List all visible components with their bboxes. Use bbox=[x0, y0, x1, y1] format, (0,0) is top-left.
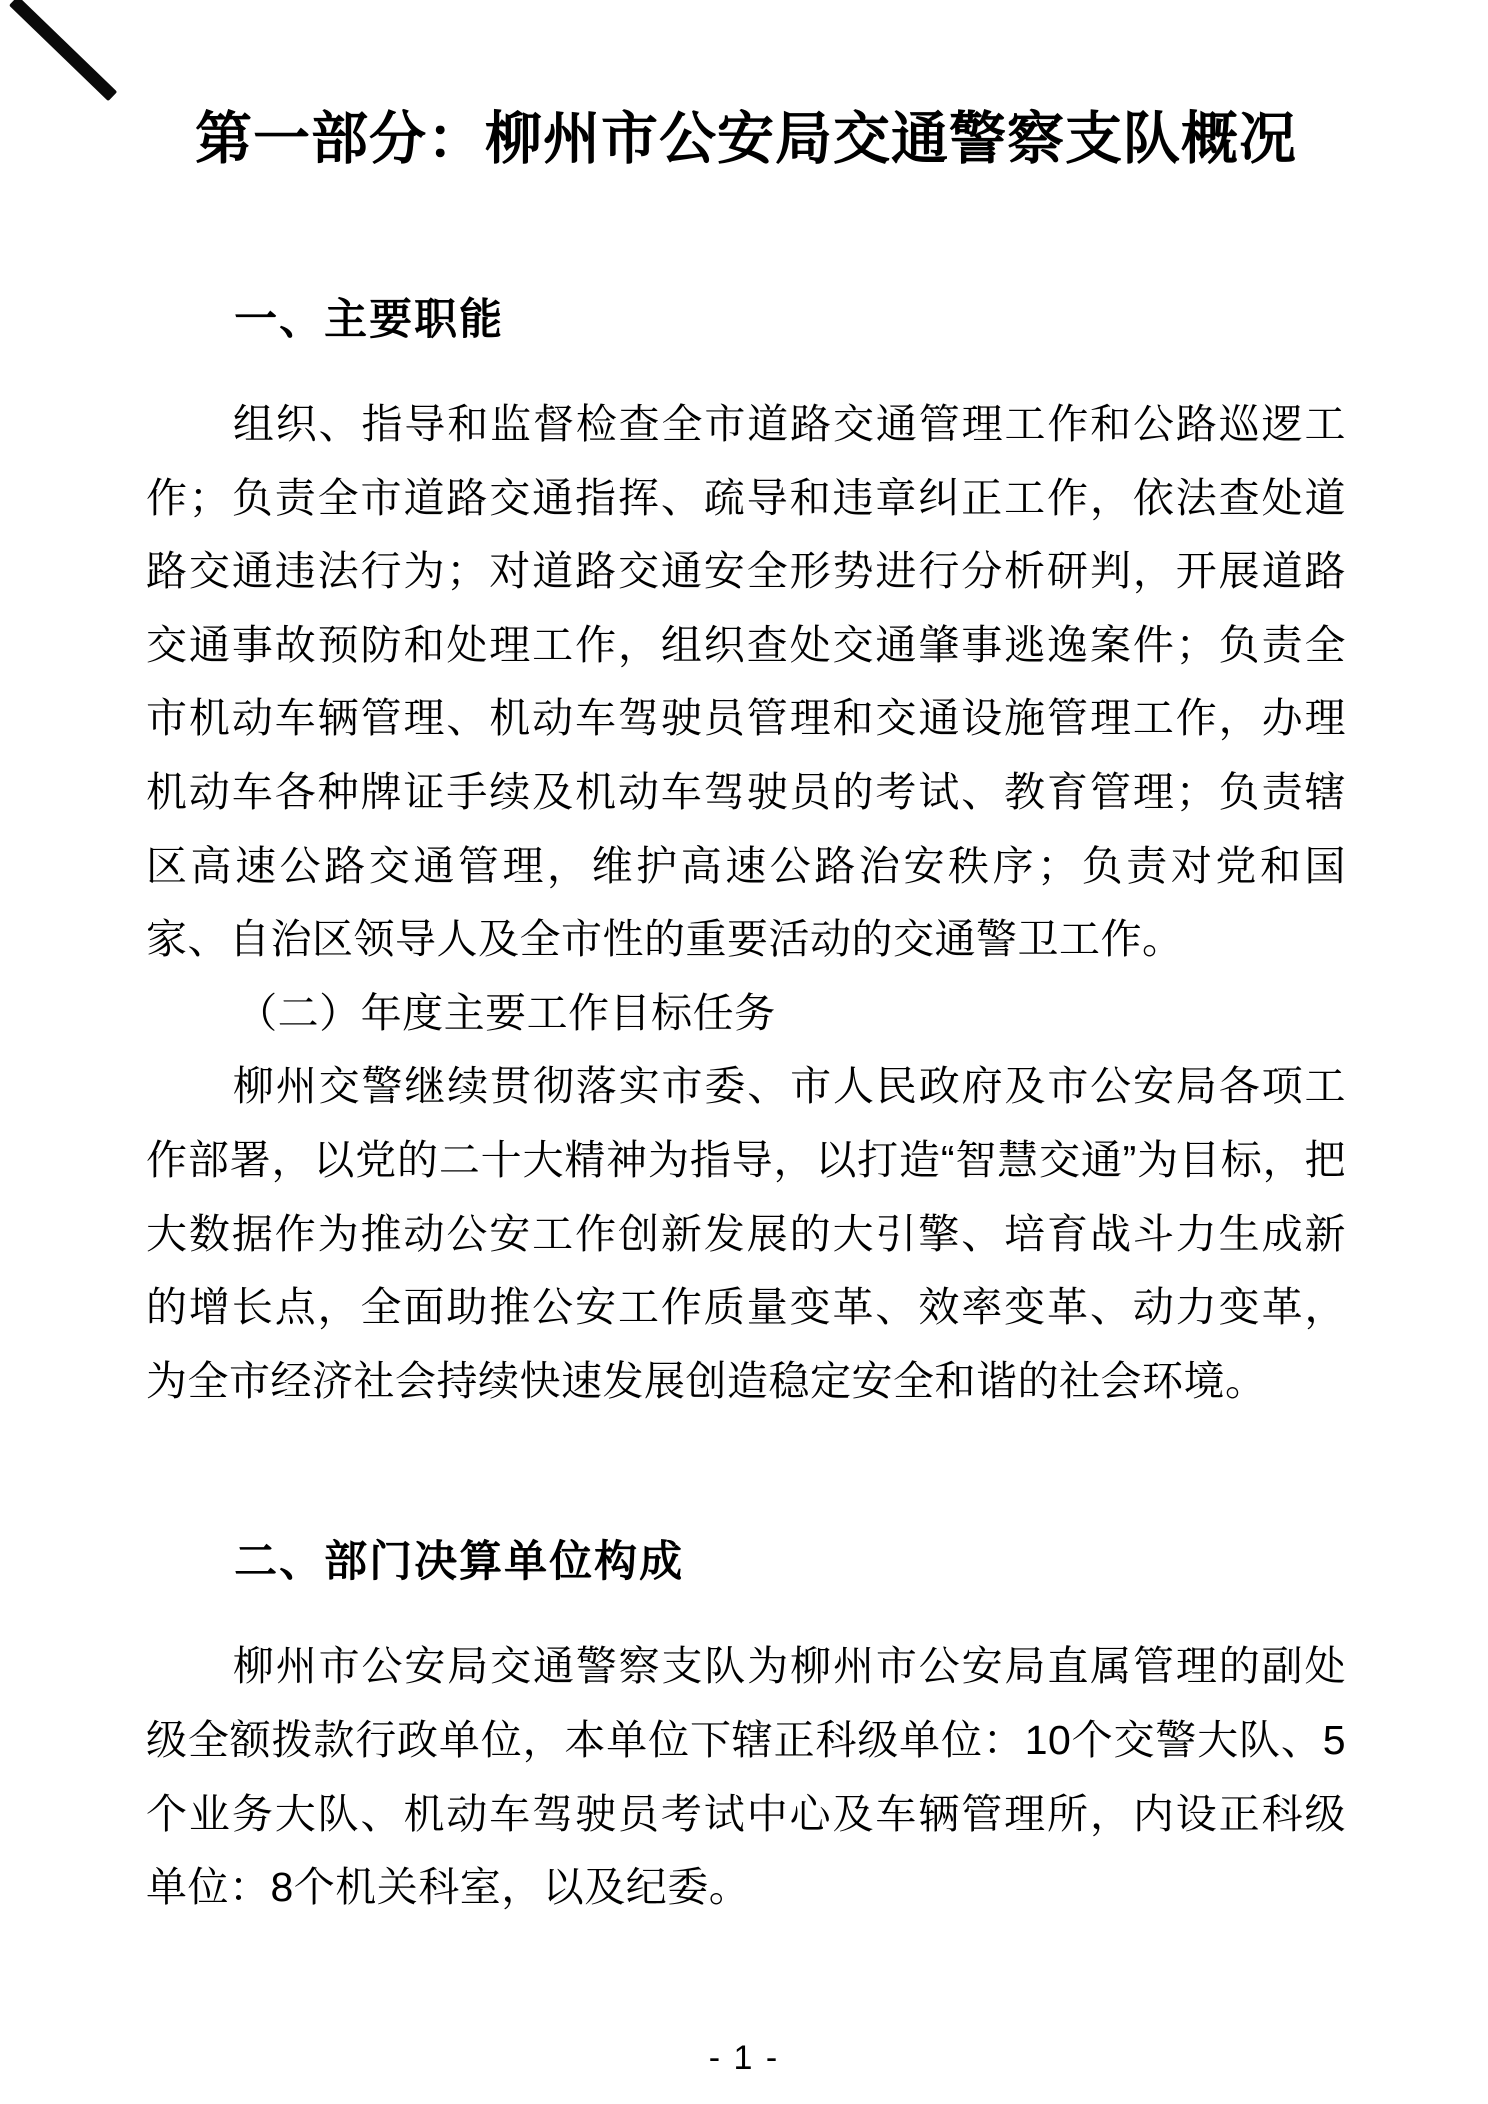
paragraph-main-functions: 组织、指导和监督检查全市道路交通管理工作和公路巡逻工作；负责全市道路交通指挥、疏导和违章纠正工作，依法查处道路交通违法行为；对道路交通安全形势进行分析研判，开展道路交通事故预防和处理工作，组织查处交通肇事逃逸案件；负责全市机动车辆管理、机动车驾驶员管理和交通设施管理工作，办理机动车各种牌证手续及机动车驾驶员的考试、教育管理；负责辖区高速公路交通管理，维护高速公路治安秩序；负责对党和国家、自治区领导人及全市性的重要活动的交通警卫工作。 bbox=[146, 401, 1346, 963]
section-heading-main-functions: 一、主要职能 bbox=[234, 296, 505, 344]
section-heading-unit-composition: 二、部门决算单位构成 bbox=[234, 1538, 685, 1587]
subsection-heading-annual-targets: （二）年度主要工作目标任务 bbox=[236, 989, 776, 1036]
page-title: 第一部分：柳州市公安局交通警察支队概况 bbox=[195, 107, 1297, 171]
page-number: - 1 - bbox=[708, 2039, 780, 2077]
paragraph-annual-targets: 柳州交警继续贯彻落实市委、市人民政府及市公安局各项工作部署，以党的二十大精神为指导，以打造“智慧交通”为目标，把大数据作为推动公安工作创新发展的大引擎、培育战斗力生成新的增长点，全面助推公安工作质量变革、效率变革、动力变革，为全市经济社会持续快速发展创造稳定安全和谐的社会环境。 bbox=[146, 1063, 1346, 1404]
paragraph-unit-composition: 柳州市公安局交通警察支队为柳州市公安局直属管理的副处级全额拨款行政单位，本单位下辖正科级单位：10个交警大队、5个业务大队、机动车驾驶员考试中心及车辆管理所，内设正科级单位：8个机关科室，以及纪委。 bbox=[146, 1643, 1346, 1911]
